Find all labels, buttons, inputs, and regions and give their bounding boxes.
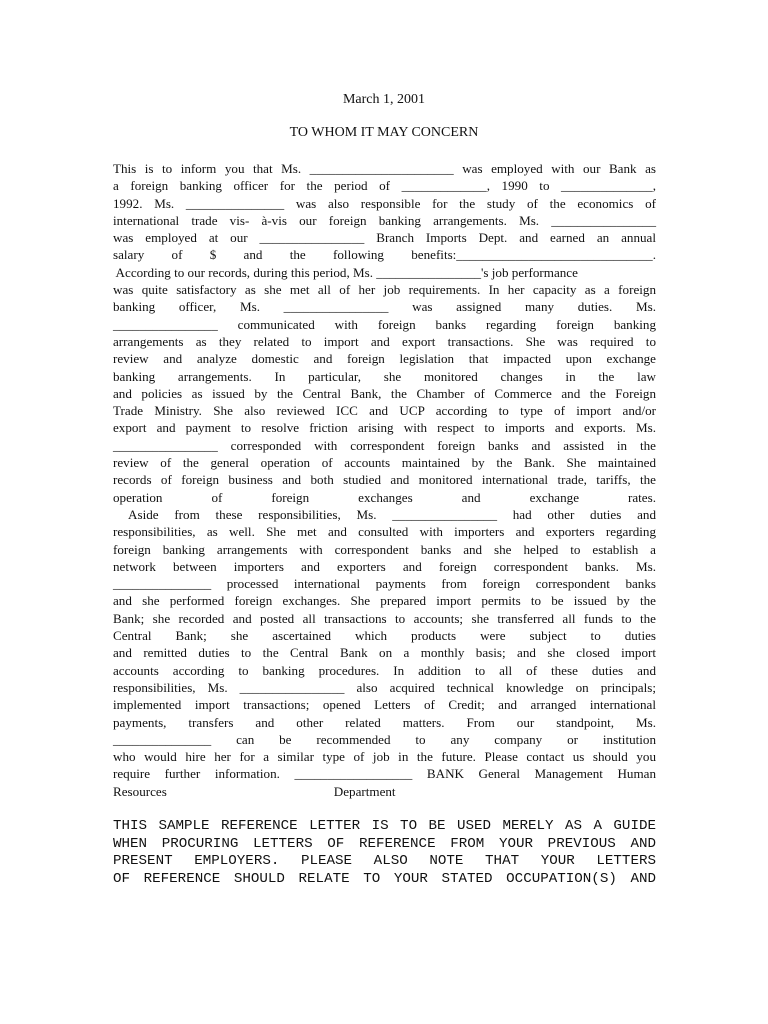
body-line: Resources Department <box>113 783 396 799</box>
body-line: and remitted duties to the Central Bank on a monthly basis; and she closed import <box>113 645 656 661</box>
disclaimer-line: WHEN PROCURING LETTERS OF REFERENCE FROM YOUR PREVIOUS AND <box>113 835 656 852</box>
body-line: ________________ corresponded with correspondent foreign banks and assisted in the <box>113 437 656 453</box>
letter-salutation: TO WHOM IT MAY CONCERN <box>289 125 479 140</box>
body-line: arrangements as they related to import and export transactions. She was required to <box>113 333 656 349</box>
body-line: and policies as issued by the Central Bank, the Chamber of Commerce and the Foreign <box>113 385 656 401</box>
body-line: who would hire her for a similar type of job in the future. Please contact us should you <box>113 749 656 765</box>
body-line: payments, transfers and other related matters. From our standpoint, Ms. <box>113 714 656 730</box>
body-line: was employed at our ________________ Branch Imports Dept. and earned an annual <box>113 230 656 246</box>
body-line: banking officer, Ms. ________________ was assigned many duties. Ms. <box>113 299 656 315</box>
letter-date: March 1, 2001 <box>342 92 426 107</box>
body-line: and she performed foreign exchanges. She prepared import permits to be issued by the <box>113 593 656 609</box>
body-line: network between importers and exporters and foreign correspondent banks. Ms. <box>113 558 656 574</box>
body-line: Trade Ministry. She also reviewed ICC and UCP according to type of import and/or <box>113 403 656 419</box>
body-line: international trade vis- à-vis our foreign banking arrangements. Ms. ________________ <box>113 212 656 228</box>
disclaimer-line: OF REFERENCE SHOULD RELATE TO YOUR STATED OCCUPATION(S) AND <box>113 870 656 887</box>
body-line: accounts according to banking procedures. In addition to all of these duties and <box>113 662 656 678</box>
body-line: Aside from these responsibilities, Ms. ________________ had other duties and <box>113 506 656 522</box>
body-line: banking arrangements. In particular, she monitored changes in the law <box>113 368 656 384</box>
letter-body <box>113 160 656 800</box>
body-line: was quite satisfactory as she met all of her job requirements. In her capacity as a foreign <box>113 282 656 298</box>
body-line: 1992. Ms. _______________ was also responsible for the study of the economics of <box>113 195 656 211</box>
body-line: Central Bank; she ascertained which products were subject to duties <box>113 628 656 644</box>
body-line: _______________ can be recommended to any company or institution <box>113 731 656 747</box>
body-line: According to our records, during this period, Ms. ________________'s job performance <box>113 264 578 280</box>
body-line: operation of foreign exchanges and exchange rates. <box>113 489 656 505</box>
body-line: review and analyze domestic and foreign legislation that impacted upon exchange <box>113 351 656 367</box>
disclaimer-line: PRESENT EMPLOYERS. PLEASE ALSO NOTE THAT YOUR LETTERS <box>113 853 656 869</box>
body-line: require further information. __________________ BANK General Management Human <box>113 766 656 782</box>
body-line: ________________ communicated with foreign banks regarding foreign banking <box>113 316 656 332</box>
body-line: export and payment to resolve friction arising with respect to imports and exports. Ms. <box>113 420 656 436</box>
disclaimer-line: THIS SAMPLE REFERENCE LETTER IS TO BE USED MERELY AS A GUIDE <box>113 818 656 834</box>
body-line: responsibilities, Ms. ________________ also acquired technical knowledge on principals; <box>113 679 656 695</box>
body-line: records of foreign business and both studied and monitored international trade, tariffs, the <box>113 472 656 488</box>
body-line: responsibilities, as well. She met and consulted with importers and exporters regarding <box>113 524 656 540</box>
body-line: _______________ processed international payments from foreign correspondent banks <box>113 576 656 592</box>
body-line: implemented import transactions; opened Letters of Credit; and arranged international <box>113 697 656 713</box>
body-line: a foreign banking officer for the period of _____________, 1990 to ______________, <box>113 178 656 194</box>
body-line: foreign banking arrangements with correspondent banks and she helped to establish a <box>113 541 656 557</box>
body-line: Bank; she recorded and posted all transactions to accounts; she transferred all funds to the <box>113 610 656 626</box>
disclaimer-block <box>113 818 656 888</box>
body-line: This is to inform you that Ms. ______________________ was employed with our Bank as <box>113 161 656 176</box>
body-line: salary of $ and the following benefits:______________________________. <box>113 247 656 263</box>
body-line: review of the general operation of accounts maintained by the Bank. She maintained <box>113 455 656 471</box>
